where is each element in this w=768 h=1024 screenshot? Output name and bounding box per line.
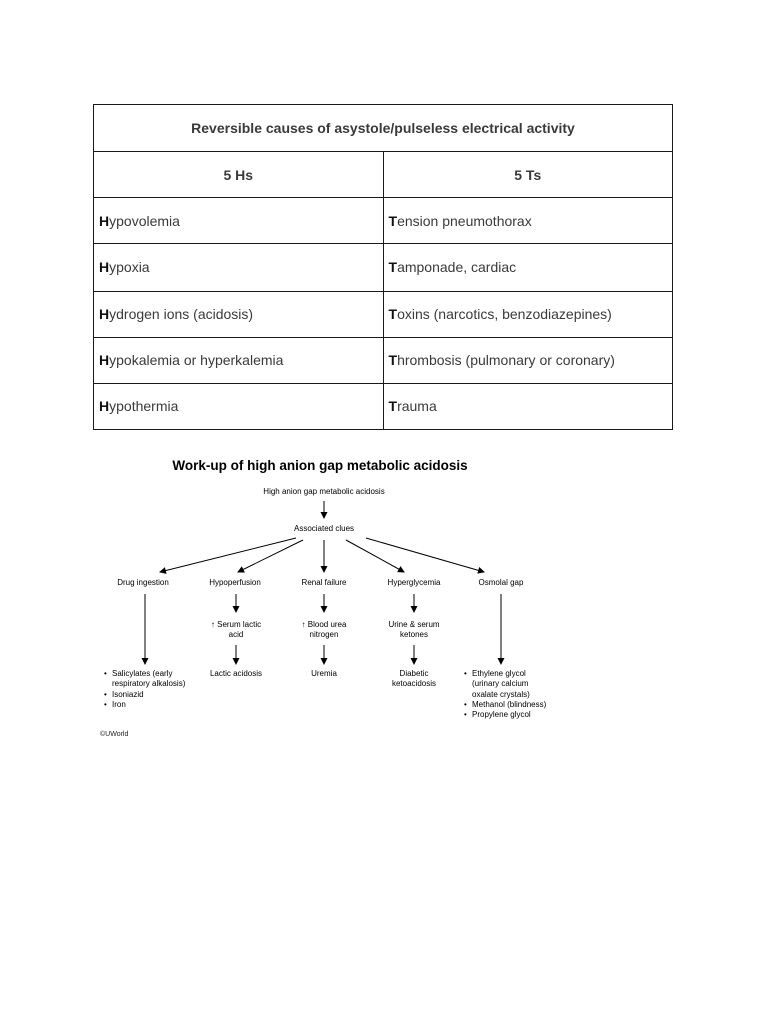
branch-hyperglycemia: Hyperglycemia: [387, 578, 441, 587]
branch-renal-failure: Renal failure: [301, 578, 347, 587]
branch-osmolal-gap: Osmolal gap: [478, 578, 524, 587]
cause-initial: T: [388, 352, 398, 369]
lactic-acidosis-node: Lactic acidosis: [209, 669, 263, 678]
cause-initial: H: [99, 398, 110, 415]
node-line: ketones: [399, 630, 429, 639]
arrow-to-osmolal-gap: [366, 538, 484, 572]
cause-text: hrombosis (pulmonary or coronary): [397, 352, 615, 369]
osmolal-gap-list: [464, 669, 548, 720]
node-line: nitrogen: [309, 630, 339, 639]
branch-hypoperfusion: Hypoperfusion: [209, 578, 261, 587]
node-line: ketoacidosis: [391, 679, 437, 688]
root-node: High anion gap metabolic acidosis: [263, 487, 385, 496]
cause-initial: T: [388, 212, 398, 229]
cause-initial: H: [99, 352, 110, 369]
diabetic-ketoacidosis-node: [392, 669, 436, 689]
node-line: Urine & serum: [388, 620, 440, 629]
column-header-ts: 5 Ts: [383, 152, 673, 198]
cause-text: amponade, cardiac: [397, 259, 517, 276]
drug-ingestion-list: [104, 669, 192, 710]
cause-text: oxins (narcotics, benzodiazepines): [397, 306, 612, 323]
list-item: • Iron: [104, 700, 192, 710]
serum-lactic-acid-node: [211, 620, 261, 640]
node-line: acid: [228, 630, 244, 639]
cause-initial: T: [388, 306, 398, 323]
branch-drug-ingestion: Drug ingestion: [117, 578, 169, 587]
cause-initial: T: [388, 398, 398, 415]
list-item: • Salicylates (early respiratory alkalosis): [104, 669, 192, 690]
cause-text: ypoxia: [109, 259, 150, 276]
cause-text: ypothermia: [109, 398, 179, 415]
list-item: • Ethylene glycol (urinary calcium oxalate crystals): [464, 669, 548, 700]
cause-initial: H: [99, 259, 110, 276]
cause-text: ydrogen ions (acidosis): [109, 306, 254, 323]
cause-text: ension pneumothorax: [397, 212, 532, 229]
list-item: • Propylene glycol: [464, 710, 548, 720]
flowchart-title: Work-up of high anion gap metabolic acidosis: [172, 458, 468, 473]
arrow-to-hyperglycemia: [346, 540, 404, 572]
column-header-hs: 5 Hs: [94, 152, 384, 198]
list-item: • Isoniazid: [104, 690, 192, 700]
list-item: • Methanol (blindness): [464, 700, 548, 710]
cause-text: rauma: [397, 398, 437, 415]
table-title: Reversible causes of asystole/pulseless electrical activity: [94, 105, 673, 152]
cause-initial: T: [388, 259, 398, 276]
cause-initial: H: [99, 306, 110, 323]
copyright-notice: ©UWorld: [100, 731, 129, 738]
cause-initial: H: [99, 212, 110, 229]
cause-text: ypovolemia: [109, 212, 180, 229]
cause-text: ypokalemia or hyperkalemia: [109, 352, 284, 369]
uremia-node: Uremia: [311, 669, 337, 678]
arrow-to-drug-ingestion: [160, 538, 296, 572]
node-line: ↑ Blood urea: [301, 620, 347, 629]
urine-serum-ketones-node: [388, 620, 439, 640]
node-line: Diabetic: [399, 669, 429, 678]
node-line: ↑ Serum lactic: [210, 620, 262, 629]
blood-urea-nitrogen-node: [302, 620, 347, 640]
clues-node: Associated clues: [293, 524, 355, 533]
